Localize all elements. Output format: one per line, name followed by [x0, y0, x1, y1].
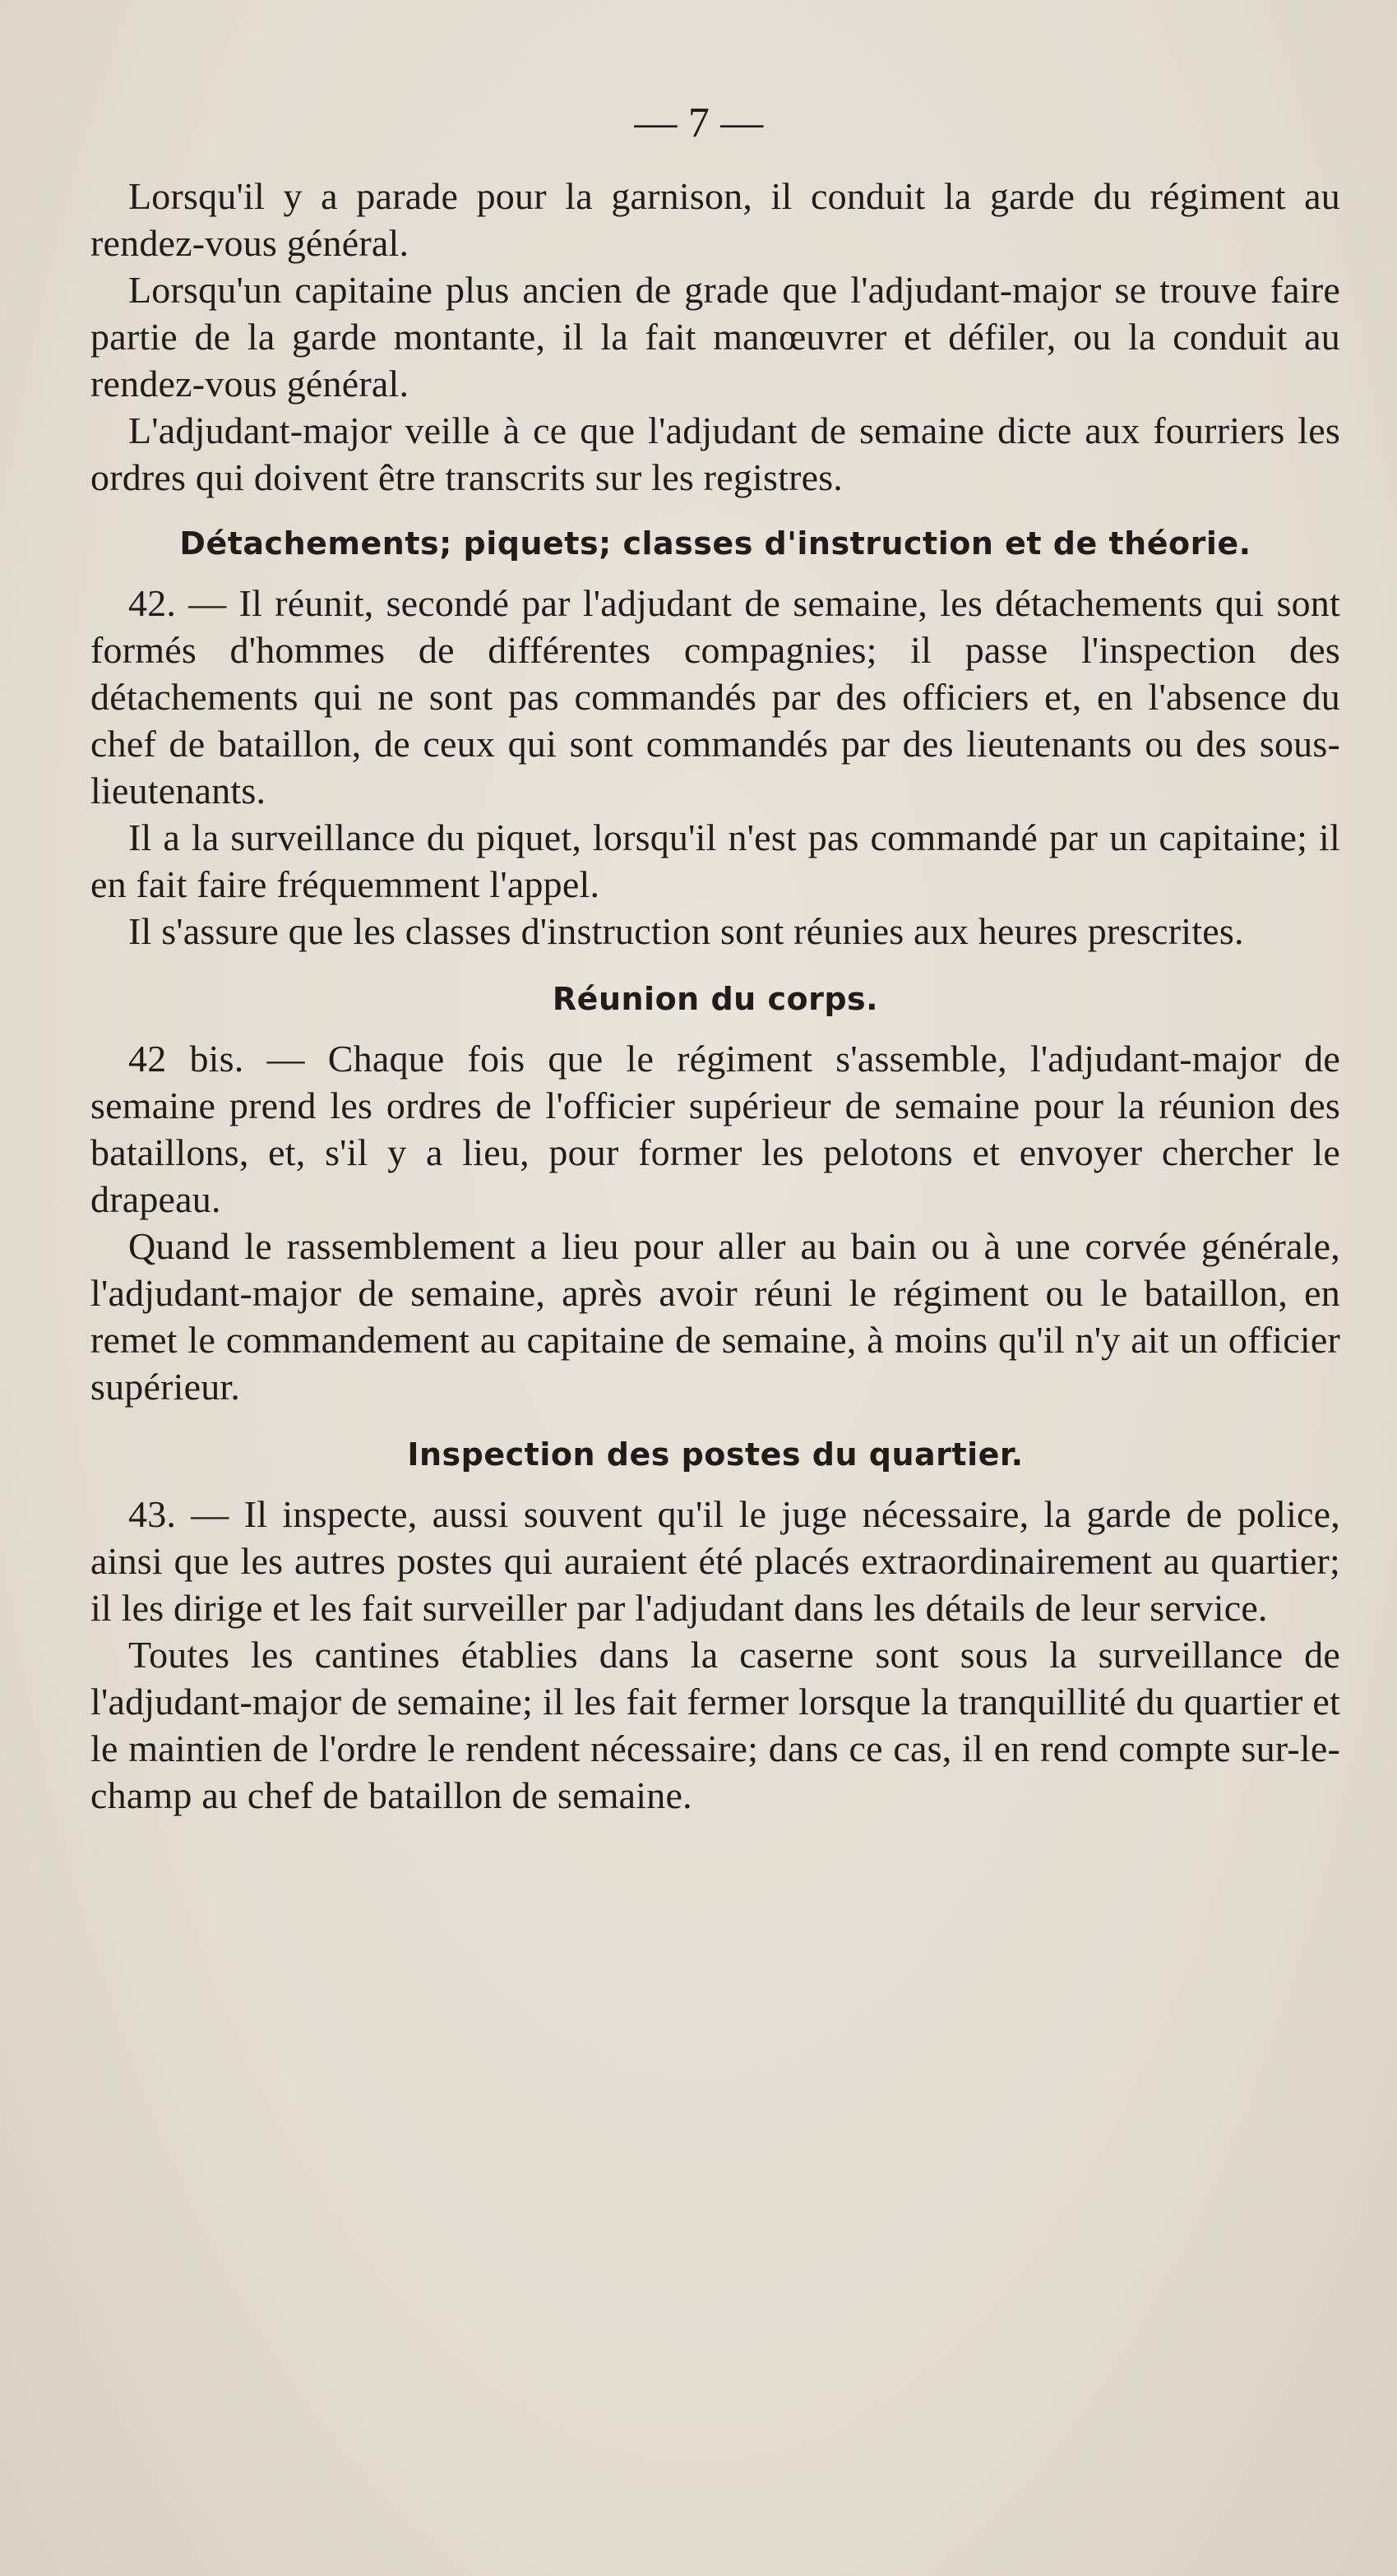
page-text	[90, 99, 1340, 1819]
paragraph: Lorsqu'un capitaine plus ancien de grade que l'adjudant-major se trouve faire partie de la garde montante, il la fait manœuvrer et défiler, ou la conduit au rendez-vous général.	[90, 269, 1340, 405]
paragraph: Toutes les cantines établies dans la caserne sont sous la surveillance de l'adjudant-major de semaine; il les fait fermer lorsque la tranquillité du quartier et le maintien de l'ordre le rendent nécessaire; dans ce cas, il en rend compte sur-le-champ au chef de bataillon de semaine.	[90, 1634, 1340, 1816]
paragraph: 42. — Il réunit, secondé par l'adjudant de semaine, les détachements qui sont formés d'hommes de différentes compagnies; il passe l'inspection des détachements qui ne sont pas commandés par des officiers et, en l'absence du chef de bataillon, de ceux qui sont commandés par des lieutenants ou des sous-lieutenants.	[90, 582, 1340, 812]
section-heading: Inspection des postes du quartier.	[407, 1436, 1024, 1473]
paragraph: Il a la surveillance du piquet, lorsqu'il n'est pas commandé par un capitaine; il en fait faire fréquemment l'appel.	[90, 816, 1340, 905]
paragraph: Quand le rassemblement a lieu pour aller au bain ou à une corvée générale, l'adjudant-major de semaine, après avoir réuni le régiment ou le bataillon, en remet le commandement au capitaine de semaine, à moins qu'il n'y ait un officier supérieur.	[90, 1225, 1340, 1408]
paragraph: Lorsqu'il y a parade pour la garnison, il conduit la garde du régiment au rendez-vous général.	[90, 175, 1340, 264]
paragraph: 42 bis. — Chaque fois que le régiment s'assemble, l'adjudant-major de semaine prend les ordres de l'officier supérieur de semaine pour la réunion des bataillons, et, s'il y a lieu, pour former les pelotons et envoyer chercher le drapeau.	[90, 1038, 1340, 1220]
section-heading: Réunion du corps.	[552, 981, 879, 1017]
paragraph: L'adjudant-major veille à ce que l'adjudant de semaine dicte aux fourriers les ordres qui doivent être transcrits sur les registres.	[90, 409, 1340, 498]
page-number: — 7 —	[634, 99, 764, 146]
paragraph: 43. — Il inspecte, aussi souvent qu'il le juge nécessaire, la garde de police, ainsi que les autres postes qui auraient été placés extraordinairement au quartier; il les dirige et les fait surveiller par l'adjudant dans les détails de leur service.	[90, 1493, 1340, 1629]
paragraph: Il s'assure que les classes d'instruction sont réunies aux heures prescrites.	[128, 910, 1244, 952]
section-heading: Détachements; piquets; classes d'instruction et de théorie.	[179, 525, 1251, 562]
